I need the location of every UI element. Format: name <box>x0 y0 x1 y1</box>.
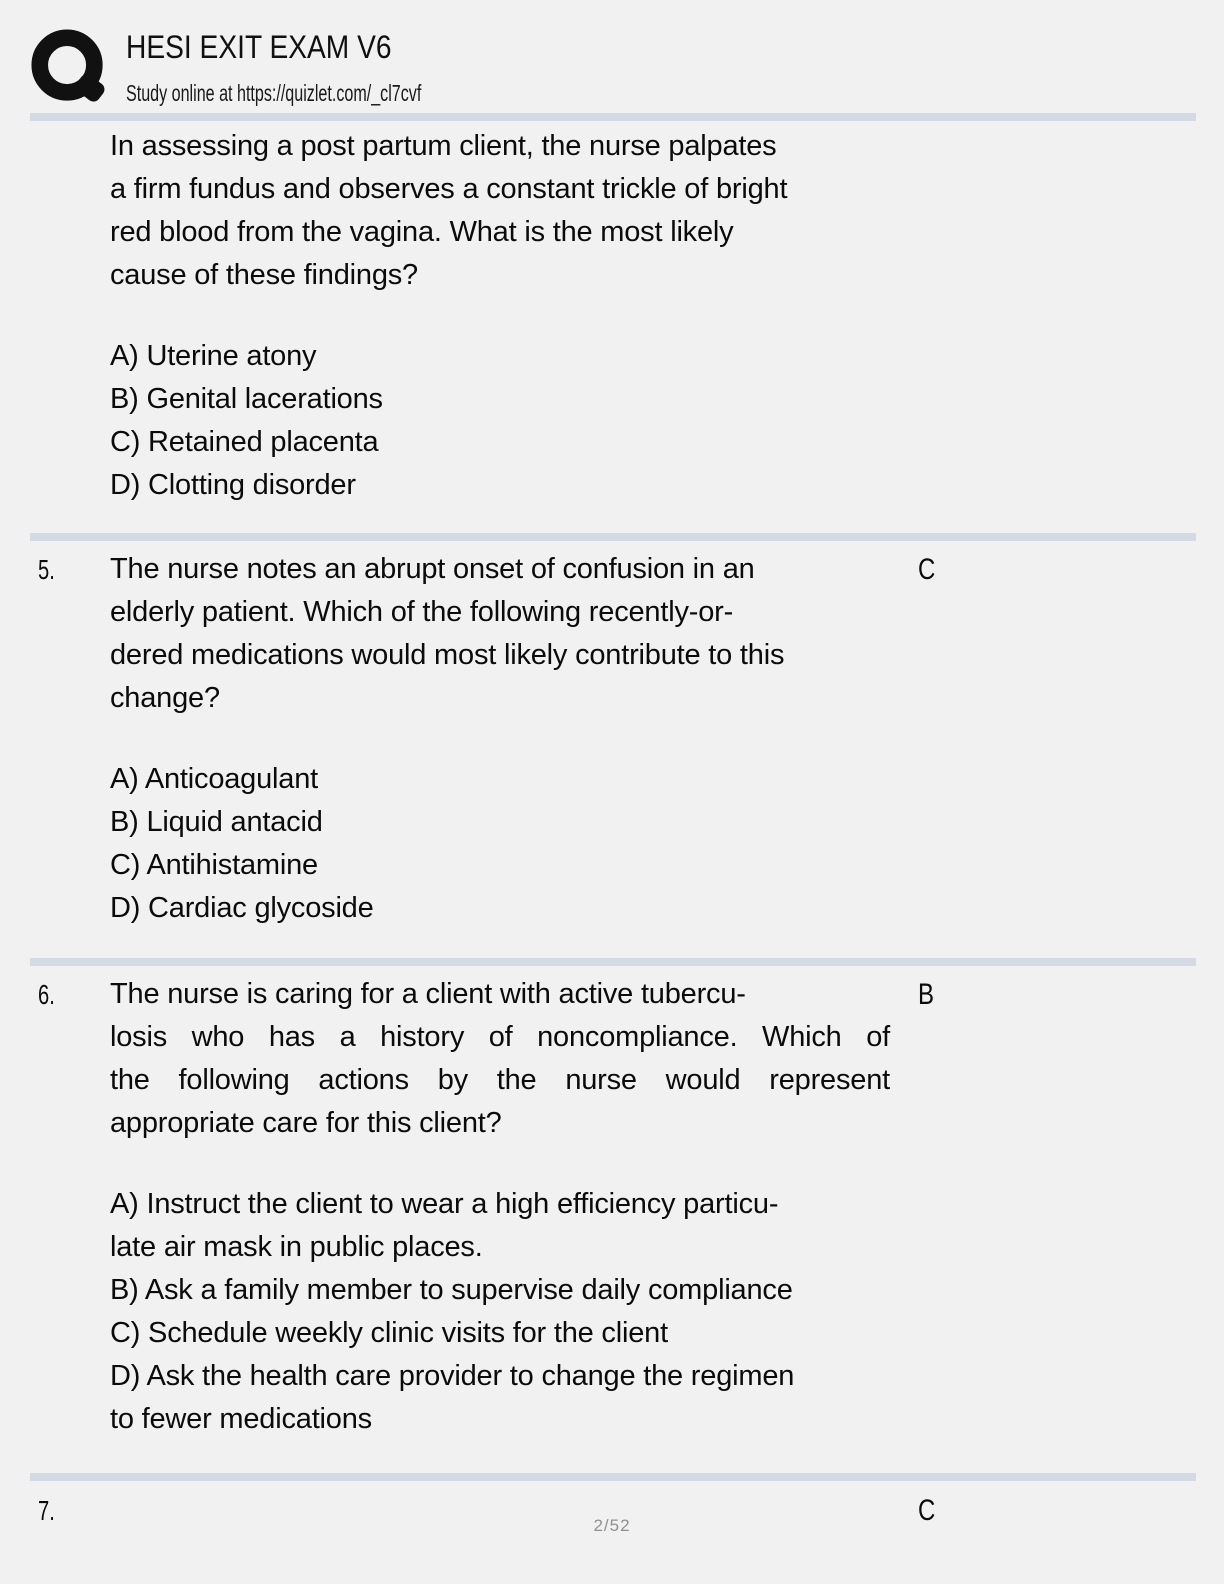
question-text-line: change? <box>110 682 220 714</box>
section-divider <box>30 958 1196 966</box>
correct-answer-letter: C <box>918 553 936 586</box>
answer-options <box>110 1183 910 1441</box>
document-header <box>30 0 1196 109</box>
question-number <box>30 125 110 507</box>
question-number: 5. <box>38 554 55 585</box>
question-list <box>30 121 1196 1577</box>
option-line: B) Genital lacerations <box>110 383 383 415</box>
question-text <box>110 973 910 1145</box>
quizlet-logo-icon <box>30 27 108 107</box>
correct-answer-letter: B <box>918 978 935 1011</box>
question-block <box>30 966 1196 1473</box>
correct-answer-letter <box>910 125 1196 507</box>
question-text-line: The nurse is caring for a client with active tubercu- <box>110 978 746 1010</box>
answer-options <box>110 758 910 930</box>
question-text-line: cause of these findings? <box>110 259 418 291</box>
question-text-line: dered medications would most likely contribute to this <box>110 639 785 671</box>
header-divider <box>30 113 1196 121</box>
section-divider <box>30 1473 1196 1481</box>
option-line: A) Uterine atony <box>110 340 317 372</box>
option-line: C) Antihistamine <box>110 849 318 881</box>
question-number: 7. <box>38 1495 55 1526</box>
option-line: C) Retained placenta <box>110 426 379 458</box>
question-text <box>110 125 910 297</box>
option-line: D) Clotting disorder <box>110 469 356 501</box>
question-block <box>30 541 1196 958</box>
question-text-line: appropriate care for this client? <box>110 1107 502 1139</box>
question-text-line: losis who has a history of noncompliance. Which of <box>110 1021 890 1053</box>
question-body <box>110 973 910 1441</box>
option-line: late air mask in public places. <box>110 1231 483 1263</box>
question-text <box>110 548 910 720</box>
option-line: B) Ask a family member to supervise daily compliance <box>110 1274 793 1306</box>
option-line: D) Cardiac glycoside <box>110 892 374 924</box>
document-title: HESI EXIT EXAM V6 <box>126 29 392 65</box>
question-text-line: red blood from the vagina. What is the most likely <box>110 216 734 248</box>
option-line: B) Liquid antacid <box>110 806 323 838</box>
question-block <box>30 121 1196 533</box>
question-text-line: The nurse notes an abrupt onset of confusion in an <box>110 553 755 585</box>
option-line: to fewer medications <box>110 1403 372 1435</box>
question-text-line: elderly patient. Which of the following recently-or- <box>110 596 734 628</box>
option-line: D) Ask the health care provider to change the regimen <box>110 1360 795 1392</box>
question-body <box>110 125 910 507</box>
question-body <box>110 548 910 930</box>
section-divider <box>30 533 1196 541</box>
option-line: A) Instruct the client to wear a high efficiency particu- <box>110 1188 779 1220</box>
question-number: 6. <box>38 979 55 1010</box>
study-online-link[interactable]: Study online at https://quizlet.com/_cl7cvf <box>126 80 422 106</box>
option-line: C) Schedule weekly clinic visits for the client <box>110 1317 668 1349</box>
question-text-line: the following actions by the nurse would represent <box>110 1064 890 1096</box>
page-number-indicator: 2/52 <box>593 1516 631 1535</box>
question-text-line: In assessing a post partum client, the nurse palpates <box>110 130 777 162</box>
header-text <box>126 27 548 107</box>
question-text-line: a firm fundus and observes a constant trickle of bright <box>110 173 788 205</box>
option-line: A) Anticoagulant <box>110 763 318 795</box>
correct-answer-letter: C <box>918 1494 936 1527</box>
answer-options <box>110 335 910 507</box>
